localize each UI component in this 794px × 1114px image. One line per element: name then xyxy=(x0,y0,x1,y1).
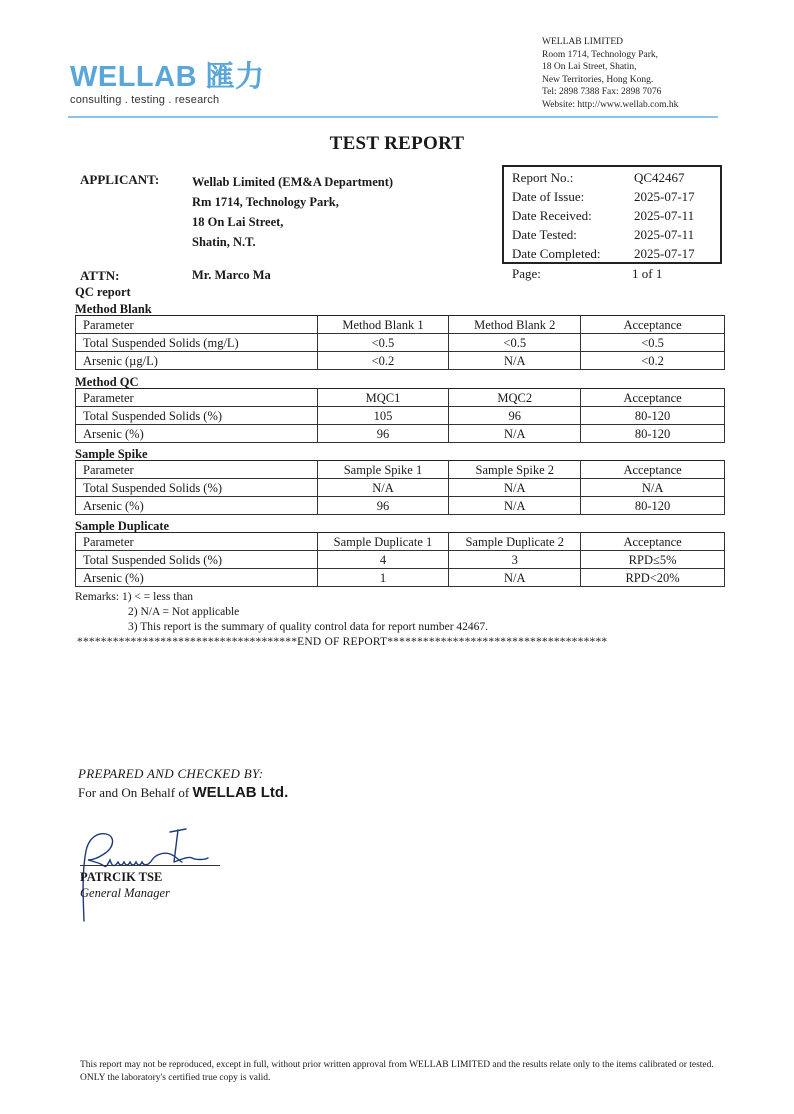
page-label: Page: xyxy=(512,266,541,281)
date-tested-row xyxy=(512,225,716,244)
table-cell: <0.5 xyxy=(581,334,725,352)
on-behalf-line xyxy=(78,784,288,801)
table-row xyxy=(76,551,725,569)
table-header-row xyxy=(76,533,725,551)
footer-disclaimer: This report may not be reproduced, except in full, without prior written approval from WELLAB LIMITED and the results relate only to the items calibrated or tested. ONLY the laboratory's certified true copy is valid. xyxy=(80,1060,714,1083)
table-cell: Arsenic (%) xyxy=(76,497,318,515)
remark-line: 3) This report is the summary of quality control data for report number 42467. xyxy=(128,621,489,633)
table-header-cell: Acceptance xyxy=(581,533,725,551)
table-cell: 80-120 xyxy=(581,425,725,443)
applicant-address-line: 18 On Lai Street, xyxy=(192,215,284,229)
table-cell: 96 xyxy=(317,425,449,443)
table-cell: N/A xyxy=(449,352,581,370)
table-cell: Arsenic (%) xyxy=(76,569,318,587)
table-cell: <0.2 xyxy=(317,352,449,370)
table-cell: RPD≤5% xyxy=(581,551,725,569)
applicant-label: APPLICANT: xyxy=(80,172,160,187)
signer-title: General Manager xyxy=(80,886,170,900)
table-cell: N/A xyxy=(449,569,581,587)
table-cell: <0.5 xyxy=(449,334,581,352)
logo-tagline: consulting . testing . research xyxy=(70,94,220,106)
info-value: 2025-07-17 xyxy=(634,189,695,204)
table-cell: Total Suspended Solids (%) xyxy=(76,551,318,569)
table-row xyxy=(76,479,725,497)
table-cell: Total Suspended Solids (mg/L) xyxy=(76,334,318,352)
prepared-checked-label: PREPARED AND CHECKED BY: xyxy=(78,766,264,781)
section-title-method-blank: Method Blank xyxy=(75,302,152,316)
signature-line xyxy=(80,865,220,866)
applicant-address-line: Rm 1714, Technology Park, xyxy=(192,195,339,209)
applicant-name: Wellab Limited (EM&A Department) xyxy=(192,175,394,189)
table-cell: N/A xyxy=(449,479,581,497)
table-cell: <0.5 xyxy=(317,334,449,352)
table-header-cell: Parameter xyxy=(76,389,318,407)
table-header-row xyxy=(76,461,725,479)
table-cell: 1 xyxy=(317,569,449,587)
remark-line: Remarks: 1) < = less than xyxy=(75,591,194,603)
table-row xyxy=(76,497,725,515)
logo-brand: WELLAB 匯力 xyxy=(70,61,265,93)
table-cell: N/A xyxy=(449,425,581,443)
table-header-cell: Sample Duplicate 2 xyxy=(449,533,581,551)
info-value: 2025-07-17 xyxy=(634,246,695,261)
page-value: 1 of 1 xyxy=(632,266,663,281)
company-address-line: New Territories, Hong Kong. xyxy=(542,74,654,85)
table-header-cell: Acceptance xyxy=(581,389,725,407)
end-of-report-line: *************************************END OF REPORT************************************* xyxy=(77,636,608,648)
table-cell: 3 xyxy=(449,551,581,569)
report-info-box xyxy=(502,165,722,264)
company-website: Website: http://www.wellab.com.hk xyxy=(542,99,679,110)
table-cell: Total Suspended Solids (%) xyxy=(76,407,318,425)
company-name: WELLAB LIMITED xyxy=(542,37,623,47)
table-header-row xyxy=(76,316,725,334)
table-cell: Total Suspended Solids (%) xyxy=(76,479,318,497)
table-header-cell: Sample Duplicate 1 xyxy=(317,533,449,551)
table-cell: <0.2 xyxy=(581,352,725,370)
remark-line: 2) N/A = Not applicable xyxy=(128,606,240,618)
table-header-cell: Sample Spike 1 xyxy=(317,461,449,479)
header-divider xyxy=(68,116,718,118)
company-logo xyxy=(70,62,265,106)
table-row xyxy=(76,334,725,352)
table-cell: 96 xyxy=(317,497,449,515)
table-cell: 96 xyxy=(449,407,581,425)
table-row xyxy=(76,569,725,587)
company-address-line: 18 On Lai Street, Shatin, xyxy=(542,62,637,72)
info-label: Date Tested: xyxy=(512,227,577,242)
remarks-block xyxy=(75,590,488,635)
table-header-cell: MQC1 xyxy=(317,389,449,407)
table-cell: 105 xyxy=(317,407,449,425)
info-label: Report No.: xyxy=(512,170,574,185)
report-number-row xyxy=(512,168,716,187)
attn-value: Mr. Marco Ma xyxy=(192,268,271,282)
on-behalf-company: WELLAB Ltd. xyxy=(192,784,289,801)
on-behalf-prefix: For and On Behalf of xyxy=(78,785,190,800)
info-label: Date of Issue: xyxy=(512,189,585,204)
table-header-cell: Acceptance xyxy=(581,316,725,334)
signer-name: PATRCIK TSE xyxy=(80,870,163,884)
section-title-sample-duplicate: Sample Duplicate xyxy=(75,519,170,533)
applicant-address-line: Shatin, N.T. xyxy=(192,235,256,249)
qc-report-heading: QC report xyxy=(75,285,131,299)
date-received-row xyxy=(512,206,716,225)
table-cell: 80-120 xyxy=(581,497,725,515)
table-header-cell: Method Blank 2 xyxy=(449,316,581,334)
table-cell: 4 xyxy=(317,551,449,569)
table-header-cell: Method Blank 1 xyxy=(317,316,449,334)
table-cell: N/A xyxy=(317,479,449,497)
company-address-line: Room 1714, Technology Park, xyxy=(542,49,659,60)
info-label: Date Received: xyxy=(512,208,592,223)
applicant-details xyxy=(192,172,393,252)
table-cell: 80-120 xyxy=(581,407,725,425)
method-blank-table xyxy=(75,315,725,370)
table-row xyxy=(76,425,725,443)
sample-duplicate-table xyxy=(75,532,725,587)
table-cell: N/A xyxy=(581,479,725,497)
table-row xyxy=(76,352,725,370)
table-header-cell: Parameter xyxy=(76,316,318,334)
method-qc-table xyxy=(75,388,725,443)
info-value: 2025-07-11 xyxy=(634,227,695,242)
company-phone-fax: Tel: 2898 7388 Fax: 2898 7076 xyxy=(542,87,662,97)
table-cell: Arsenic (%) xyxy=(76,425,318,443)
table-header-cell: Sample Spike 2 xyxy=(449,461,581,479)
date-of-issue-row xyxy=(512,187,716,206)
table-header-cell: MQC2 xyxy=(449,389,581,407)
table-row xyxy=(76,407,725,425)
table-cell: N/A xyxy=(449,497,581,515)
attn-label: ATTN: xyxy=(80,268,120,283)
info-value: QC42467 xyxy=(634,170,685,185)
sample-spike-table xyxy=(75,460,725,515)
company-address-block xyxy=(542,36,678,111)
table-cell: Arsenic (µg/L) xyxy=(76,352,318,370)
section-title-sample-spike: Sample Spike xyxy=(75,447,148,461)
report-title: TEST REPORT xyxy=(329,133,465,154)
table-header-cell: Parameter xyxy=(76,533,318,551)
table-header-cell: Acceptance xyxy=(581,461,725,479)
table-cell: RPD<20% xyxy=(581,569,725,587)
table-header-cell: Parameter xyxy=(76,461,318,479)
date-completed-row xyxy=(512,244,716,263)
info-label: Date Completed: xyxy=(512,246,601,261)
section-title-method-qc: Method QC xyxy=(75,375,139,389)
table-header-row xyxy=(76,389,725,407)
info-value: 2025-07-11 xyxy=(634,208,695,223)
